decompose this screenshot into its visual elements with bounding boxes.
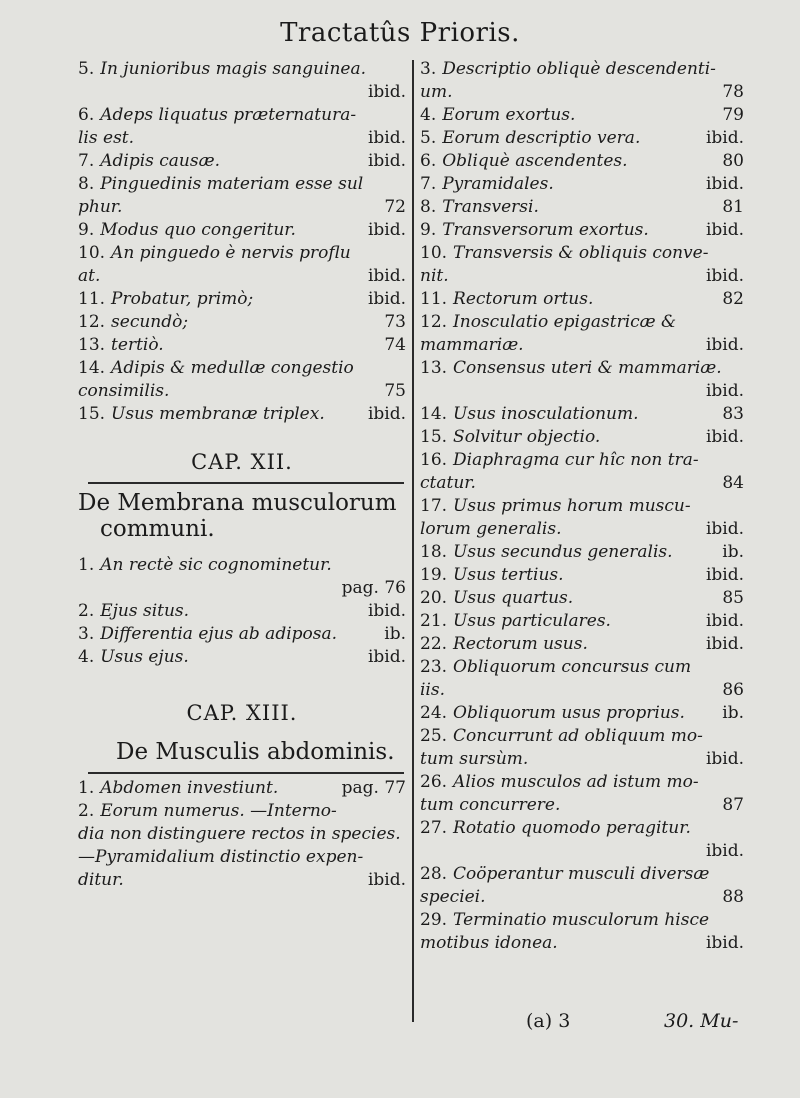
index-entry — [78, 288, 406, 311]
entry-number: 20. — [420, 588, 448, 608]
chapter-12-title-line1: De Membrana musculorum — [78, 490, 397, 516]
index-entry — [420, 863, 744, 909]
entry-text: Adipis causæ. — [100, 151, 220, 171]
entry-text: Pinguedinis materiam esse sul — [100, 174, 364, 194]
entry-number: 11. — [420, 289, 448, 309]
entry-number: 7. — [420, 174, 437, 194]
index-entry — [420, 909, 744, 955]
index-entry — [420, 817, 744, 863]
entry-page: 85 — [722, 588, 744, 608]
right-column — [420, 58, 744, 955]
index-entry — [78, 58, 406, 104]
entry-page: 72 — [384, 197, 406, 217]
entry-number: 29. — [420, 910, 448, 930]
chapter-12-rule — [88, 482, 404, 484]
entry-page: ib. — [722, 542, 744, 562]
entry-continuation: tum concurrere. — [420, 795, 561, 815]
entry-text: Transversis & obliquis conve- — [453, 243, 709, 263]
index-entry — [78, 357, 406, 403]
entry-number: 5. — [420, 128, 437, 148]
index-entry — [420, 242, 744, 288]
entry-text: tertiò. — [111, 335, 164, 355]
entry-number: 6. — [78, 105, 95, 125]
entry-number: 27. — [420, 818, 448, 838]
chapter-12-heading: CAP. XII. — [191, 450, 293, 474]
index-entry — [420, 196, 744, 219]
entry-text: Rotatio quomodo peragitur. — [453, 818, 691, 838]
entry-number: 4. — [78, 647, 95, 667]
entry-continuation: tum sursùm. — [420, 749, 529, 769]
entry-text: Ejus situs. — [100, 601, 190, 621]
index-entry — [420, 587, 744, 610]
entry-text: Probatur, primò; — [111, 289, 254, 309]
entry-text: Usus secundus generalis. — [453, 542, 673, 562]
index-entry — [78, 150, 406, 173]
entry-number: 4. — [420, 105, 437, 125]
entry-page: ibid. — [705, 565, 744, 585]
entry-continuation: um. — [420, 82, 453, 102]
entry-number: 14. — [420, 404, 448, 424]
entry-number: 18. — [420, 542, 448, 562]
index-entry — [78, 777, 406, 800]
entry-number: 10. — [420, 243, 448, 263]
entry-text: Usus particulares. — [453, 611, 611, 631]
entry-number: 2. — [78, 601, 95, 621]
entry-text: Rectorum ortus. — [453, 289, 594, 309]
entry-text: Concurrunt ad obliquum mo- — [453, 726, 703, 746]
chapter-12-title-line2: communi. — [100, 516, 215, 542]
entry-text: Eorum exortus. — [442, 105, 576, 125]
entry-page: ibid. — [367, 266, 406, 286]
entry-number: 5. — [78, 59, 95, 79]
index-entry — [420, 702, 744, 725]
entry-text: Rectorum usus. — [453, 634, 588, 654]
entry-text: Differentia ejus ab adiposa. — [100, 624, 338, 644]
index-entry — [78, 846, 406, 892]
entry-text: Abdomen investiunt. — [100, 778, 279, 798]
entry-page: ibid. — [705, 634, 744, 654]
index-entry — [420, 633, 744, 656]
entry-number: 24. — [420, 703, 448, 723]
index-entry — [78, 600, 406, 623]
index-entry — [420, 564, 744, 587]
entry-page: 81 — [722, 197, 744, 217]
index-entry — [78, 403, 406, 426]
column-divider — [412, 60, 414, 1022]
entry-page: ibid. — [367, 82, 406, 102]
index-entry — [420, 656, 744, 702]
left-entries-top — [78, 58, 406, 426]
entry-text: Terminatio musculorum hisce — [453, 910, 710, 930]
entry-page: 80 — [722, 151, 744, 171]
entry-text: Transversi. — [442, 197, 539, 217]
entry-continuation: lorum generalis. — [420, 519, 562, 539]
entry-continuation: motibus idonea. — [420, 933, 558, 953]
entry-page: pag. 77 — [341, 778, 406, 798]
entry-text: Usus ejus. — [100, 647, 189, 667]
entry-number: 19. — [420, 565, 448, 585]
entry-continuation: phur. — [78, 197, 123, 217]
index-entry — [420, 403, 744, 426]
index-entry — [420, 357, 744, 403]
chapter-13-title: De Musculis abdominis. — [116, 739, 395, 765]
index-entry — [420, 104, 744, 127]
entry-number: 6. — [420, 151, 437, 171]
entry-continuation: dia non distinguere rectos in species. — [78, 824, 401, 844]
entry-page: ibid. — [705, 174, 744, 194]
index-entry — [420, 541, 744, 564]
entry-number: 26. — [420, 772, 448, 792]
entry-page: 74 — [384, 335, 406, 355]
index-entry — [78, 104, 406, 150]
entry-number: 10. — [78, 243, 106, 263]
index-entry — [78, 623, 406, 646]
entry-number: 14. — [78, 358, 106, 378]
entry-number: 13. — [78, 335, 106, 355]
index-entry — [420, 173, 744, 196]
entry-page: pag. 76 — [341, 578, 406, 598]
catchword: 30. Mu- — [664, 1010, 739, 1032]
entry-number: 9. — [78, 220, 95, 240]
index-entry — [420, 127, 744, 150]
index-entry — [78, 242, 406, 288]
entry-text: Transversorum exortus. — [442, 220, 649, 240]
entry-continuation: mammariæ. — [420, 335, 524, 355]
right-entries — [420, 58, 744, 955]
entry-page: 75 — [384, 381, 406, 401]
index-entry — [420, 610, 744, 633]
index-entry — [420, 150, 744, 173]
entry-page: ibid. — [367, 289, 406, 309]
index-entry — [78, 554, 406, 600]
entry-text: Usus quartus. — [453, 588, 574, 608]
entry-number: 21. — [420, 611, 448, 631]
entry-number: 2. — [78, 801, 95, 821]
index-entry — [420, 449, 744, 495]
index-entry — [78, 219, 406, 242]
entry-number: 22. — [420, 634, 448, 654]
entry-text: An pinguedo è nervis proflu — [111, 243, 351, 263]
entry-continuation: at. — [78, 266, 101, 286]
index-entry — [420, 495, 744, 541]
index-entry — [420, 426, 744, 449]
entry-page: ibid. — [705, 841, 744, 861]
entry-page: ibid. — [705, 427, 744, 447]
index-entry — [78, 311, 406, 334]
entry-continuation: iis. — [420, 680, 446, 700]
entry-number: 15. — [78, 404, 106, 424]
chapter-13-rule — [88, 772, 404, 774]
entry-text: Adeps liquatus præternatura- — [100, 105, 357, 125]
entry-page: ibid. — [705, 611, 744, 631]
entry-page: ibid. — [705, 220, 744, 240]
entry-continuation: speciei. — [420, 887, 486, 907]
entry-text: Obliquorum usus proprius. — [453, 703, 685, 723]
entry-number: 28. — [420, 864, 448, 884]
entry-page: ibid. — [705, 128, 744, 148]
entry-page: 84 — [722, 473, 744, 493]
entry-number: 13. — [420, 358, 448, 378]
entry-text: Consensus uteri & mammariæ. — [453, 358, 722, 378]
entry-page: ibid. — [705, 749, 744, 769]
entry-text: Coöperantur musculi diversæ — [453, 864, 710, 884]
signature-mark: (a) 3 — [526, 1010, 571, 1032]
entry-text: Solvitur objectio. — [453, 427, 601, 447]
entry-text: Usus membranæ triplex. — [111, 404, 325, 424]
index-entry — [78, 334, 406, 357]
entry-text: Usus inosculationum. — [453, 404, 639, 424]
entry-number: 1. — [78, 555, 95, 575]
entry-page: ib. — [722, 703, 744, 723]
entry-text: Obliquè ascendentes. — [442, 151, 628, 171]
left-entries-bottom — [78, 777, 406, 892]
entry-number: 25. — [420, 726, 448, 746]
entry-page: ibid. — [705, 933, 744, 953]
entry-page: ibid. — [705, 519, 744, 539]
entry-continuation: nit. — [420, 266, 449, 286]
entry-number: 12. — [420, 312, 448, 332]
entry-text: Descriptio obliquè descendenti- — [442, 59, 716, 79]
entry-number: 15. — [420, 427, 448, 447]
entry-page: 83 — [722, 404, 744, 424]
entry-text: Alios musculos ad istum mo- — [453, 772, 699, 792]
entry-page: ibid. — [705, 266, 744, 286]
entry-number: 16. — [420, 450, 448, 470]
entry-page: ibid. — [367, 220, 406, 240]
index-entry — [420, 311, 744, 357]
entry-page: ib. — [384, 624, 406, 644]
entry-page: 88 — [722, 887, 744, 907]
entry-text: Usus primus horum muscu- — [453, 496, 691, 516]
entry-page: ibid. — [367, 128, 406, 148]
entry-text: —Pyramidalium distinctio expen- — [78, 847, 364, 867]
entry-number: 3. — [78, 624, 95, 644]
entry-text: Obliquorum concursus cum — [453, 657, 692, 677]
entry-number: 1. — [78, 778, 95, 798]
entry-text: Modus quo congeritur. — [100, 220, 296, 240]
entry-number: 12. — [78, 312, 106, 332]
entry-page: 73 — [384, 312, 406, 332]
entry-text: secundò; — [111, 312, 189, 332]
entry-number: 9. — [420, 220, 437, 240]
entry-page: ibid. — [367, 870, 406, 890]
entry-page: ibid. — [705, 381, 744, 401]
entry-text: Eorum numerus. —Interno- — [100, 801, 337, 821]
entry-continuation: ctatur. — [420, 473, 476, 493]
entry-text: Inosculatio epigastricæ & — [453, 312, 677, 332]
entry-number: 3. — [420, 59, 437, 79]
entry-continuation: lis est. — [78, 128, 135, 148]
entry-text: Eorum descriptio vera. — [442, 128, 641, 148]
index-entry — [420, 771, 744, 817]
entry-number: 8. — [78, 174, 95, 194]
entry-text: An rectè sic cognominetur. — [100, 555, 332, 575]
entry-page: 79 — [722, 105, 744, 125]
entry-number: 17. — [420, 496, 448, 516]
entry-page: 78 — [722, 82, 744, 102]
chapter-13-heading: CAP. XIII. — [186, 701, 298, 725]
index-entry — [420, 725, 744, 771]
entry-text: Usus tertius. — [453, 565, 564, 585]
entry-continuation: ditur. — [78, 870, 124, 890]
index-entry — [78, 800, 406, 846]
running-header: Tractatûs Prioris. — [280, 18, 520, 48]
entry-text: Diaphragma cur hîc non tra- — [453, 450, 699, 470]
entry-page: 87 — [722, 795, 744, 815]
entry-page: ibid. — [367, 647, 406, 667]
entry-number: 7. — [78, 151, 95, 171]
index-entry — [78, 646, 406, 669]
entry-continuation: consimilis. — [78, 381, 170, 401]
entry-page: ibid. — [367, 404, 406, 424]
entry-page: ibid. — [367, 601, 406, 621]
entry-number: 23. — [420, 657, 448, 677]
left-column — [78, 58, 406, 892]
entry-page: ibid. — [367, 151, 406, 171]
index-entry — [78, 173, 406, 219]
index-entry — [420, 58, 744, 104]
entry-number: 11. — [78, 289, 106, 309]
entry-number: 8. — [420, 197, 437, 217]
entry-page: 86 — [722, 680, 744, 700]
entry-page: ibid. — [705, 335, 744, 355]
entry-text: Adipis & medullæ congestio — [111, 358, 354, 378]
index-entry — [420, 219, 744, 242]
left-entries-mid — [78, 554, 406, 669]
entry-text: In junioribus magis sanguinea. — [100, 59, 366, 79]
entry-text: Pyramidales. — [442, 174, 554, 194]
index-entry — [420, 288, 744, 311]
entry-page: 82 — [722, 289, 744, 309]
